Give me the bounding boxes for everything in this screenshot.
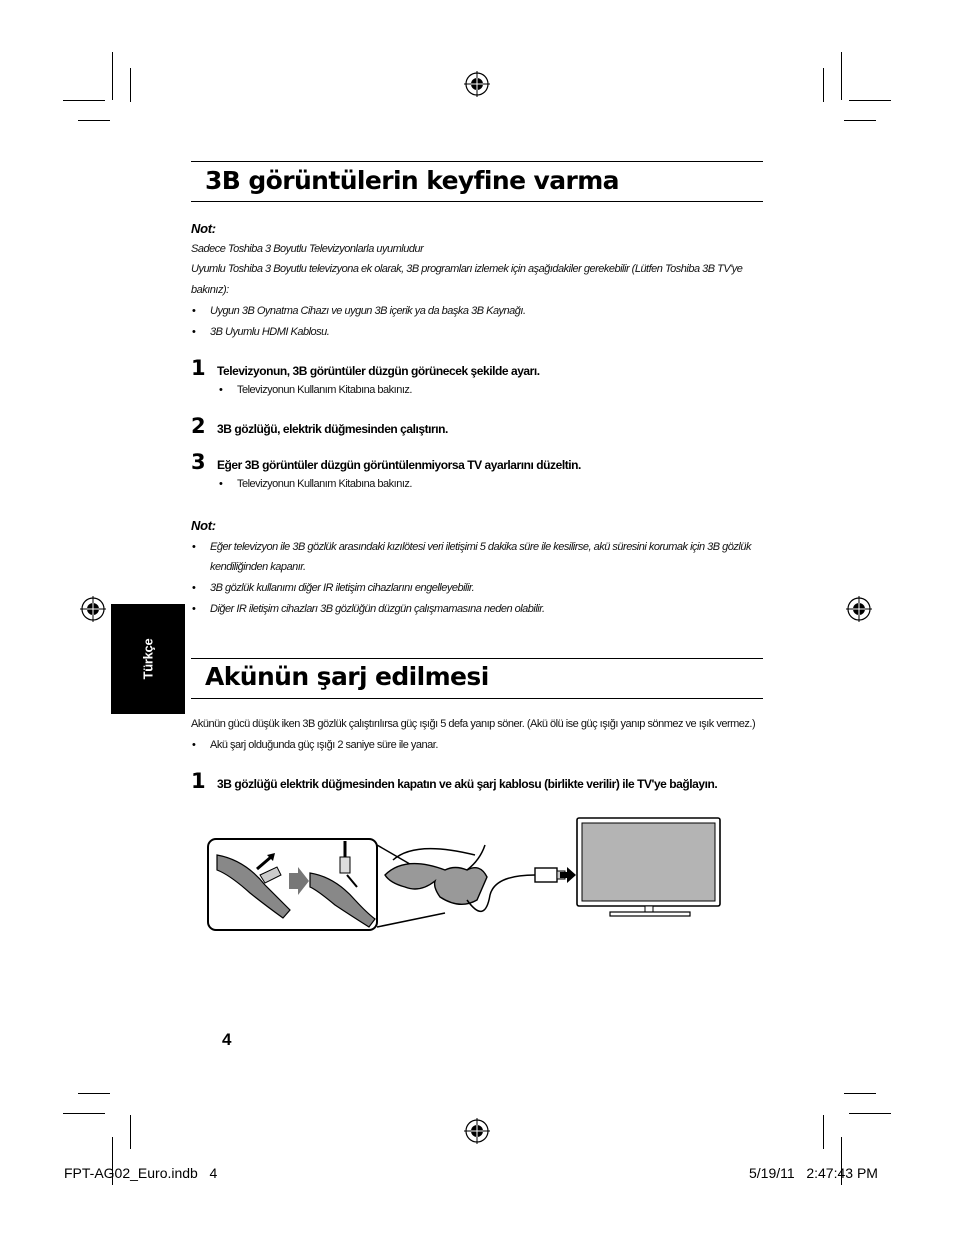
intro-text: Akünün gücü düşük iken 3B gözlük çalıştırılırsa güç ışığı 5 defa yanıp söner. (Akü ölü ise güç ışığı yanıp sönmez ve ışık vermez.) bbox=[191, 718, 756, 730]
registration-mark-icon bbox=[464, 71, 490, 97]
note-bullet: Eğer televizyon ile 3B gözlük arasındaki kızılötesi veri iletişimi 5 dakika süre ile kesilirse, akü süresini korumak için 3B gözlük bbox=[210, 541, 751, 553]
title-rule-bottom bbox=[191, 698, 763, 699]
step-number: 1 bbox=[191, 769, 206, 793]
step-number: 1 bbox=[191, 356, 206, 380]
note-bullet: Diğer IR iletişim cihazları 3B gözlüğün düzgün çalışmamasına neden olabilir. bbox=[210, 603, 545, 615]
step-text: Eğer 3B görüntüler düzgün görüntülenmiyorsa TV ayarlarını düzeltin. bbox=[217, 458, 581, 472]
registration-mark-icon bbox=[464, 1118, 490, 1144]
registration-mark-icon bbox=[846, 596, 872, 622]
crop-mark bbox=[841, 52, 842, 100]
bullet-dot: • bbox=[192, 305, 196, 317]
note-label: Not: bbox=[191, 518, 216, 533]
step-number: 3 bbox=[191, 450, 206, 474]
crop-mark bbox=[849, 100, 891, 101]
note-label: Not: bbox=[191, 221, 216, 236]
step-number: 2 bbox=[191, 414, 206, 438]
registration-mark-icon bbox=[80, 596, 106, 622]
note-bullet-cont: kendiliğinden kapanır. bbox=[210, 561, 306, 573]
step-sub: Televizyonun Kullanım Kitabına bakınız. bbox=[237, 384, 412, 396]
bullet-dot: • bbox=[192, 541, 196, 553]
bullet-dot: • bbox=[192, 326, 196, 338]
section-title: 3B görüntülerin keyfine varma bbox=[205, 166, 619, 195]
step-sub: Televizyonun Kullanım Kitabına bakınız. bbox=[237, 478, 412, 490]
section-title: Akünün şarj edilmesi bbox=[205, 662, 489, 691]
footer-right: 5/19/11 2:47:43 PM bbox=[749, 1165, 878, 1181]
bullet-dot: • bbox=[219, 384, 223, 396]
crop-mark bbox=[823, 1115, 824, 1149]
step-text: Televizyonun, 3B görüntüler düzgün görünecek şekilde ayarı. bbox=[217, 364, 540, 378]
note-bullet: 3B Uyumlu HDMI Kablosu. bbox=[210, 326, 330, 338]
bullet-dot: • bbox=[192, 603, 196, 615]
footer-left: FPT-AG02_Euro.indb 4 bbox=[64, 1165, 218, 1181]
note-bullet: 3B gözlük kullanımı diğer IR iletişim cihazlarını engelleyebilir. bbox=[210, 582, 475, 594]
bullet-dot: • bbox=[192, 739, 196, 751]
title-rule-bottom bbox=[191, 201, 763, 202]
crop-mark bbox=[130, 1115, 131, 1149]
crop-mark bbox=[78, 120, 110, 121]
crop-mark bbox=[844, 120, 876, 121]
step-text: 3B gözlüğü elektrik düğmesinden kapatın ve akü şarj kablosu (birlikte verilir) ile TV'ye bağlayın. bbox=[217, 777, 718, 791]
crop-mark bbox=[823, 68, 824, 102]
crop-mark bbox=[112, 52, 113, 100]
crop-mark bbox=[130, 68, 131, 102]
page-number: 4 bbox=[222, 1030, 232, 1049]
crop-mark bbox=[63, 1113, 105, 1114]
charging-illustration bbox=[205, 815, 725, 935]
crop-mark bbox=[844, 1093, 876, 1094]
bullet-dot: • bbox=[192, 582, 196, 594]
note-line: Uyumlu Toshiba 3 Boyutlu televizyona ek olarak, 3B programları izlemek için aşağıdakiler gerekebilir (Lütfen Toshiba 3B TV'ye bbox=[191, 263, 743, 275]
title-rule-top bbox=[191, 161, 763, 162]
language-tab bbox=[111, 604, 185, 714]
intro-bullet: Akü şarj olduğunda güç ışığı 2 saniye süre ile yanar. bbox=[210, 739, 438, 751]
note-line: Sadece Toshiba 3 Boyutlu Televizyonlarla uyumludur bbox=[191, 243, 424, 255]
language-tab-label: Türkçe bbox=[140, 638, 156, 680]
note-line: bakınız): bbox=[191, 284, 229, 296]
title-rule-top bbox=[191, 658, 763, 659]
note-bullet: Uygun 3B Oynatma Cihazı ve uygun 3B içerik ya da başka 3B Kaynağı. bbox=[210, 305, 526, 317]
crop-mark bbox=[78, 1093, 110, 1094]
crop-mark bbox=[63, 100, 105, 101]
step-text: 3B gözlüğü, elektrik düğmesinden çalıştırın. bbox=[217, 422, 448, 436]
crop-mark bbox=[849, 1113, 891, 1114]
bullet-dot: • bbox=[219, 478, 223, 490]
